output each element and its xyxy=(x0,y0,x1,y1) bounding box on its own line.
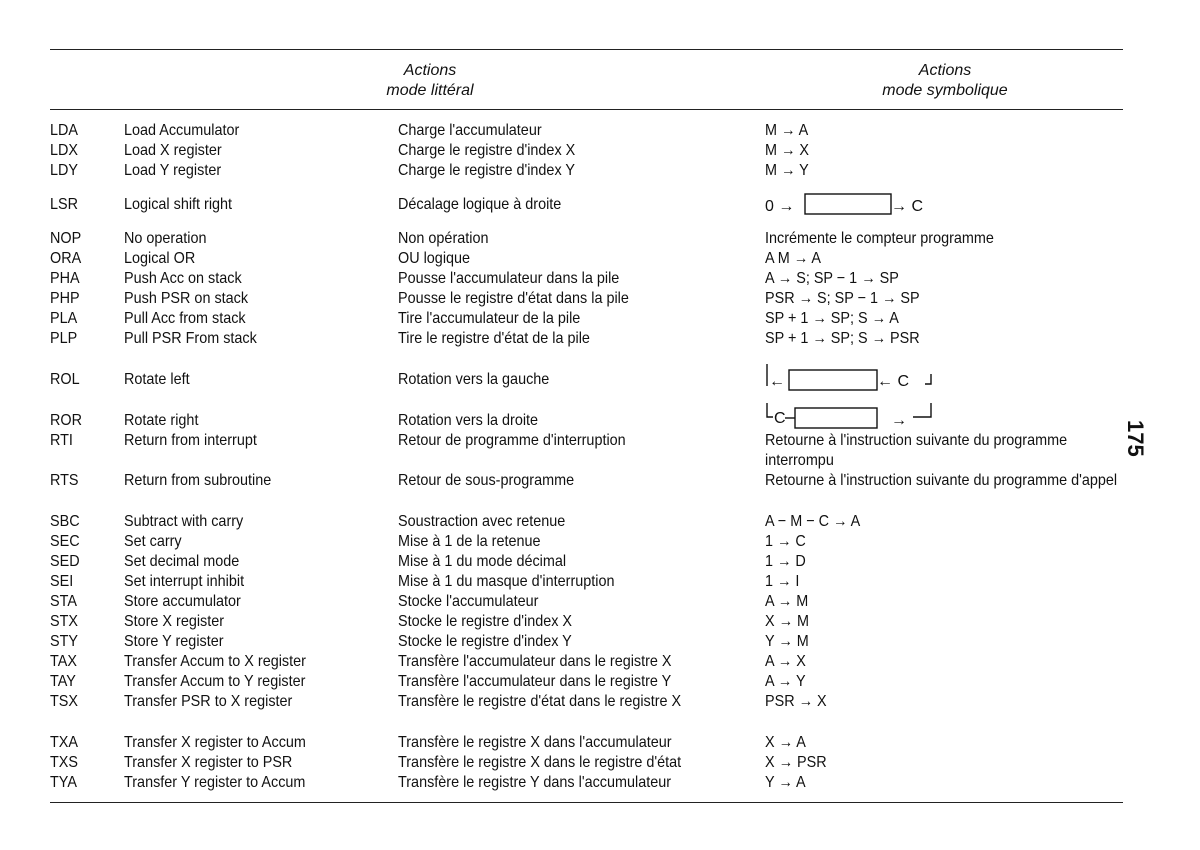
literal-action: Stocke le registre d'index X xyxy=(398,613,573,630)
mnemonic-name: Subtract with carry xyxy=(124,513,244,530)
literal-action: Décalage logique à droite xyxy=(398,196,562,213)
mnemonic-name: Push Acc on stack xyxy=(124,270,242,287)
header-symbolic xyxy=(830,61,1060,101)
mnemonic-name: Store accumulator xyxy=(124,593,241,610)
symbolic-action: Incrémente le compteur programme xyxy=(765,230,994,247)
literal-action: Charge le registre d'index X xyxy=(398,142,576,159)
literal-action: OU logique xyxy=(398,250,471,267)
symbolic-action: 1 → I xyxy=(765,573,800,590)
header-rule xyxy=(50,109,1123,110)
mnemonic-name: Store Y register xyxy=(124,633,224,650)
symbolic-action: A → S; SP − 1 → SP xyxy=(765,270,899,287)
mnemonic-name: Return from subroutine xyxy=(124,472,272,489)
literal-action: Pousse l'accumulateur dans la pile xyxy=(398,270,620,287)
mnemonic-name: Logical shift right xyxy=(124,196,233,213)
mnemonic-name: Pull PSR From stack xyxy=(124,330,257,347)
opcode: PHP xyxy=(50,290,80,307)
mnemonic-name: Transfer X register to PSR xyxy=(124,754,293,771)
literal-action: Pousse le registre d'état dans la pile xyxy=(398,290,629,307)
symbolic-part-left: ← xyxy=(769,373,785,390)
mnemonic-name: Transfer Accum to X register xyxy=(124,653,306,670)
symbolic-action: M → Y xyxy=(765,162,809,179)
mnemonic-name: Store X register xyxy=(124,613,225,630)
symbolic-part-right: → C xyxy=(891,198,923,215)
register-box xyxy=(795,408,877,428)
opcode: TXS xyxy=(50,754,79,771)
mnemonic-name: Rotate right xyxy=(124,412,199,429)
opcode: ORA xyxy=(50,250,82,267)
opcode: LDA xyxy=(50,122,79,139)
symbolic-action: X → M xyxy=(765,613,810,630)
mnemonic-name: Rotate left xyxy=(124,371,190,388)
symbolic-action: 1 → C xyxy=(765,533,806,550)
mnemonic-name: Load Accumulator xyxy=(124,122,240,139)
literal-action: Tire le registre d'état de la pile xyxy=(398,330,590,347)
symbolic-action: Retourne à l'instruction suivante du programme d'appel xyxy=(765,472,1118,489)
loop-line xyxy=(767,403,773,417)
opcode: SEC xyxy=(50,533,80,550)
symbolic-diagram xyxy=(765,399,955,429)
mnemonic-name: No operation xyxy=(124,230,207,247)
symbolic-action: PSR → X xyxy=(765,693,827,710)
opcode: LDX xyxy=(50,142,79,159)
literal-action: Rotation vers la gauche xyxy=(398,371,550,388)
symbolic-action: A M → A xyxy=(765,250,822,267)
register-box xyxy=(805,194,891,214)
literal-action: Non opération xyxy=(398,230,489,247)
opcode: PHA xyxy=(50,270,80,287)
header-literal-line1: Actions xyxy=(403,62,457,79)
mnemonic-name: Transfer PSR to X register xyxy=(124,693,293,710)
mnemonic-name: Logical OR xyxy=(124,250,196,267)
mnemonic-name: Transfer X register to Accum xyxy=(124,734,306,751)
mnemonic-name: Set carry xyxy=(124,533,182,550)
literal-action: Retour de programme d'interruption xyxy=(398,432,626,449)
mnemonic-name: Load X register xyxy=(124,142,222,159)
literal-action: Mise à 1 de la retenue xyxy=(398,533,541,550)
symbolic-action: Y → M xyxy=(765,633,809,650)
literal-action: Charge l'accumulateur xyxy=(398,122,542,139)
symbolic-action: M → A xyxy=(765,122,809,139)
opcode: SED xyxy=(50,553,80,570)
opcode: TYA xyxy=(50,774,77,791)
literal-action: Transfère le registre Y dans l'accumulateur xyxy=(398,774,672,791)
opcode: LDY xyxy=(50,162,79,179)
symbolic-diagram xyxy=(765,360,955,390)
loop-line xyxy=(913,403,931,417)
opcode: RTS xyxy=(50,472,79,489)
mnemonic-name: Push PSR on stack xyxy=(124,290,249,307)
mnemonic-name: Set decimal mode xyxy=(124,553,240,570)
opcode: ROR xyxy=(50,412,83,429)
opcode: SEI xyxy=(50,573,74,590)
opcode: TAX xyxy=(50,653,77,670)
literal-action: Mise à 1 du masque d'interruption xyxy=(398,573,615,590)
symbolic-action: A − M − C → A xyxy=(765,513,861,530)
literal-action: Transfère le registre X dans l'accumulateur xyxy=(398,734,672,751)
loop-line xyxy=(925,374,931,384)
mnemonic-name: Return from interrupt xyxy=(124,432,257,449)
opcode: NOP xyxy=(50,230,82,247)
symbolic-action: M → X xyxy=(765,142,810,159)
header-symbolic-line1: Actions xyxy=(918,62,972,79)
symbolic-action: A → M xyxy=(765,593,809,610)
literal-action: Tire l'accumulateur de la pile xyxy=(398,310,581,327)
symbolic-action: SP + 1 → SP; S → A xyxy=(765,310,899,327)
header-symbolic-line2: mode symbolique xyxy=(882,82,1008,99)
literal-action: Transfère le registre X dans le registre d'état xyxy=(398,754,682,771)
literal-action: Stocke l'accumulateur xyxy=(398,593,539,610)
opcode: STY xyxy=(50,633,79,650)
opcode: STA xyxy=(50,593,77,610)
header-literal-line2: mode littéral xyxy=(386,82,474,99)
top-rule xyxy=(50,49,1123,50)
literal-action: Charge le registre d'index Y xyxy=(398,162,575,179)
bottom-rule xyxy=(50,802,1123,803)
opcode: RTI xyxy=(50,432,73,449)
literal-action: Soustraction avec retenue xyxy=(398,513,566,530)
literal-action: Retour de sous-programme xyxy=(398,472,575,489)
symbolic-part-left: 0 → xyxy=(765,198,795,215)
opcode: ROL xyxy=(50,371,80,388)
opcode: TAY xyxy=(50,673,76,690)
symbolic-action: Retourne à l'instruction suivante du programme interrompu xyxy=(765,432,1068,469)
symbolic-action: 1 → D xyxy=(765,553,806,570)
symbolic-part-right: → xyxy=(891,412,907,429)
opcode: TSX xyxy=(50,693,79,710)
symbolic-action: SP + 1 → SP; S → PSR xyxy=(765,330,920,347)
symbolic-action: Y → A xyxy=(765,774,806,791)
register-box xyxy=(789,370,877,390)
opcode: TXA xyxy=(50,734,79,751)
opcode: SBC xyxy=(50,513,80,530)
mnemonic-name: Pull Acc from stack xyxy=(124,310,246,327)
opcode: PLP xyxy=(50,330,78,347)
symbolic-action: PSR → S; SP − 1 → SP xyxy=(765,290,920,307)
symbolic-action: X → A xyxy=(765,734,806,751)
literal-action: Transfère l'accumulateur dans le registre Y xyxy=(398,673,672,690)
opcode: LSR xyxy=(50,196,79,213)
symbolic-part-left: C xyxy=(774,410,786,427)
symbolic-diagram xyxy=(765,191,955,221)
page-number: 175 xyxy=(1123,420,1148,457)
opcode: STX xyxy=(50,613,79,630)
symbolic-action: A → X xyxy=(765,653,806,670)
mnemonic-name: Set interrupt inhibit xyxy=(124,573,245,590)
literal-action: Transfère le registre d'état dans le registre X xyxy=(398,693,682,710)
opcode: PLA xyxy=(50,310,78,327)
literal-action: Stocke le registre d'index Y xyxy=(398,633,572,650)
mnemonic-name: Transfer Accum to Y register xyxy=(124,673,306,690)
literal-action: Transfère l'accumulateur dans le registre X xyxy=(398,653,672,670)
literal-action: Rotation vers la droite xyxy=(398,412,539,429)
header-literal xyxy=(330,61,530,101)
mnemonic-name: Load Y register xyxy=(124,162,222,179)
mnemonic-name: Transfer Y register to Accum xyxy=(124,774,306,791)
symbolic-part-right: ← C xyxy=(877,373,909,390)
literal-action: Mise à 1 du mode décimal xyxy=(398,553,567,570)
symbolic-action: A → Y xyxy=(765,673,806,690)
symbolic-action: X → PSR xyxy=(765,754,827,771)
